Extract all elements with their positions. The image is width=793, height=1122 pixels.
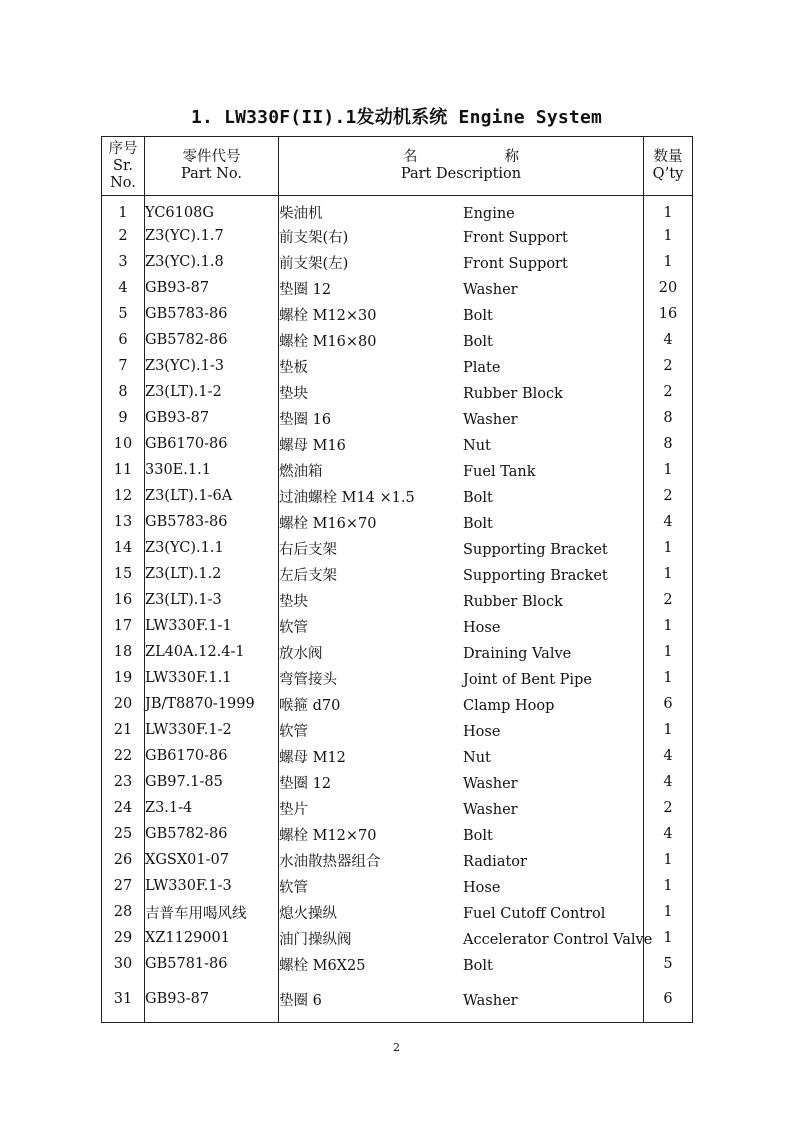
description-cn: 垫圈 12	[279, 775, 332, 792]
cell-sr: 6	[102, 327, 145, 353]
description-en: Bolt	[463, 333, 493, 350]
cell-qty: 1	[644, 899, 693, 925]
description-en: Fuel Cutoff Control	[463, 905, 606, 922]
table-row	[102, 561, 693, 587]
header-part-no: 零件代号 Part No.	[145, 137, 279, 196]
cell-sr: 8	[102, 379, 145, 405]
table-row	[102, 873, 693, 899]
cell-description	[279, 587, 644, 613]
parts-table	[101, 136, 693, 1023]
cell-description	[279, 561, 644, 587]
cell-qty: 1	[644, 457, 693, 483]
cell-qty: 2	[644, 353, 693, 379]
cell-qty: 1	[644, 561, 693, 587]
table-row	[102, 977, 693, 1022]
cell-description	[279, 196, 644, 224]
description-en: Washer	[463, 281, 518, 298]
description-cn: 螺栓 M12×30	[279, 307, 377, 324]
cell-part-no: 330E.1.1	[145, 457, 279, 483]
table-row	[102, 483, 693, 509]
description-cn: 右后支架	[279, 541, 337, 558]
cell-qty: 1	[644, 717, 693, 743]
description-en: Washer	[463, 801, 518, 818]
table-row	[102, 613, 693, 639]
table-row	[102, 925, 693, 951]
page-number: 2	[393, 1041, 400, 1054]
description-cn: 螺栓 M16×80	[279, 333, 377, 350]
table-row	[102, 249, 693, 275]
description-cn: 熄火操纵	[279, 905, 337, 922]
table-header-row	[102, 137, 693, 196]
cell-description	[279, 223, 644, 249]
table-row	[102, 379, 693, 405]
cell-sr: 16	[102, 587, 145, 613]
description-cn: 垫圈 6	[279, 992, 322, 1009]
cell-sr: 24	[102, 795, 145, 821]
cell-qty: 2	[644, 795, 693, 821]
cell-qty: 1	[644, 639, 693, 665]
cell-qty: 1	[644, 535, 693, 561]
cell-part-no: Z3(LT).1.2	[145, 561, 279, 587]
description-cn: 前支架(左)	[279, 255, 349, 272]
table-row	[102, 847, 693, 873]
cell-part-no: LW330F.1-2	[145, 717, 279, 743]
table-row	[102, 639, 693, 665]
cell-sr: 25	[102, 821, 145, 847]
table-row	[102, 275, 693, 301]
table-row	[102, 717, 693, 743]
description-cn: 垫板	[279, 359, 308, 376]
table-row	[102, 405, 693, 431]
description-en: Clamp Hoop	[463, 697, 555, 714]
table-row	[102, 301, 693, 327]
cell-part-no: Z3(YC).1.7	[145, 223, 279, 249]
cell-sr: 11	[102, 457, 145, 483]
description-en: Hose	[463, 619, 501, 636]
cell-qty: 4	[644, 769, 693, 795]
cell-description	[279, 899, 644, 925]
description-en: Bolt	[463, 957, 493, 974]
description-cn: 水油散热器组合	[279, 853, 381, 870]
cell-qty: 20	[644, 275, 693, 301]
cell-part-no: LW330F.1-3	[145, 873, 279, 899]
header-qty: 数量 Q’ty	[644, 137, 693, 196]
cell-part-no: Z3(LT).1-2	[145, 379, 279, 405]
cell-part-no: GB5782-86	[145, 821, 279, 847]
table-row	[102, 951, 693, 977]
description-en: Radiator	[463, 853, 527, 870]
description-cn: 软管	[279, 879, 308, 896]
cell-sr: 4	[102, 275, 145, 301]
description-cn: 喉箍 d70	[279, 697, 341, 714]
table-row	[102, 223, 693, 249]
description-en: Washer	[463, 775, 518, 792]
cell-description	[279, 327, 644, 353]
table-row	[102, 535, 693, 561]
cell-part-no: GB5783-86	[145, 509, 279, 535]
description-en: Engine	[463, 206, 515, 222]
table-row	[102, 353, 693, 379]
description-cn: 软管	[279, 619, 308, 636]
cell-description	[279, 717, 644, 743]
cell-qty: 1	[644, 196, 693, 224]
cell-qty: 2	[644, 483, 693, 509]
cell-sr: 28	[102, 899, 145, 925]
cell-part-no: GB93-87	[145, 977, 279, 1022]
description-cn: 柴油机	[279, 206, 323, 222]
table-row	[102, 327, 693, 353]
cell-description	[279, 821, 644, 847]
cell-qty: 4	[644, 821, 693, 847]
cell-sr: 14	[102, 535, 145, 561]
description-en: Bolt	[463, 515, 493, 532]
cell-sr: 12	[102, 483, 145, 509]
cell-description	[279, 249, 644, 275]
description-cn: 过油螺栓 M14 ×1.5	[279, 489, 415, 506]
cell-sr: 19	[102, 665, 145, 691]
cell-description	[279, 483, 644, 509]
cell-sr: 21	[102, 717, 145, 743]
table-row	[102, 821, 693, 847]
description-en: Supporting Bracket	[463, 567, 608, 584]
cell-sr: 20	[102, 691, 145, 717]
description-en: Washer	[463, 411, 518, 428]
cell-part-no: Z3(YC).1-3	[145, 353, 279, 379]
description-en: Nut	[463, 749, 491, 766]
description-cn: 螺栓 M12×70	[279, 827, 377, 844]
cell-part-no: Z3(YC).1.8	[145, 249, 279, 275]
cell-qty: 8	[644, 405, 693, 431]
cell-part-no: GB6170-86	[145, 743, 279, 769]
cell-part-no: GB97.1-85	[145, 769, 279, 795]
cell-description	[279, 977, 644, 1022]
page-title: 1. LW330F(II).1发动机系统 Engine System	[190, 107, 603, 128]
cell-sr: 18	[102, 639, 145, 665]
description-en: Hose	[463, 723, 501, 740]
cell-qty: 1	[644, 847, 693, 873]
cell-sr: 2	[102, 223, 145, 249]
cell-description	[279, 925, 653, 951]
description-cn: 垫块	[279, 593, 308, 610]
description-cn: 软管	[279, 723, 308, 740]
description-cn: 垫圈 12	[279, 281, 332, 298]
cell-part-no: XGSX01-07	[145, 847, 279, 873]
cell-description	[279, 275, 644, 301]
cell-description	[279, 951, 644, 977]
cell-part-no: YC6108G	[145, 196, 279, 224]
cell-qty: 4	[644, 327, 693, 353]
table-row	[102, 795, 693, 821]
cell-description	[279, 379, 644, 405]
description-cn: 垫块	[279, 385, 308, 402]
cell-sr: 26	[102, 847, 145, 873]
cell-sr: 31	[102, 977, 145, 1022]
description-en: Plate	[463, 359, 501, 376]
cell-part-no: 吉普车用喝风线	[145, 899, 279, 925]
cell-qty: 4	[644, 509, 693, 535]
cell-qty: 6	[644, 691, 693, 717]
cell-part-no: GB5783-86	[145, 301, 279, 327]
cell-description	[279, 639, 644, 665]
cell-description	[279, 795, 644, 821]
cell-qty: 6	[644, 977, 693, 1022]
cell-qty: 4	[644, 743, 693, 769]
description-en: Front Support	[463, 229, 568, 246]
cell-qty: 16	[644, 301, 693, 327]
cell-sr: 1	[102, 196, 145, 224]
table-row	[102, 691, 693, 717]
description-en: Hose	[463, 879, 501, 896]
cell-description	[279, 743, 644, 769]
cell-part-no: Z3(YC).1.1	[145, 535, 279, 561]
cell-sr: 3	[102, 249, 145, 275]
cell-qty: 1	[644, 873, 693, 899]
cell-qty: 1	[644, 613, 693, 639]
cell-sr: 15	[102, 561, 145, 587]
cell-description	[279, 665, 644, 691]
cell-description	[279, 405, 644, 431]
description-cn: 燃油箱	[279, 463, 323, 480]
description-cn: 螺母 M12	[279, 749, 346, 766]
cell-sr: 30	[102, 951, 145, 977]
cell-part-no: LW330F.1.1	[145, 665, 279, 691]
description-en: Supporting Bracket	[463, 541, 608, 558]
cell-part-no: GB5781-86	[145, 951, 279, 977]
cell-part-no: LW330F.1-1	[145, 613, 279, 639]
table-row	[102, 196, 693, 224]
cell-sr: 17	[102, 613, 145, 639]
cell-description	[279, 691, 644, 717]
cell-qty: 1	[644, 665, 693, 691]
table-row	[102, 509, 693, 535]
cell-part-no: Z3.1-4	[145, 795, 279, 821]
description-cn: 垫圈 16	[279, 411, 332, 428]
cell-sr: 7	[102, 353, 145, 379]
description-en: Joint of Bent Pipe	[463, 671, 592, 688]
cell-sr: 5	[102, 301, 145, 327]
table-row	[102, 457, 693, 483]
cell-description	[279, 613, 644, 639]
cell-description	[279, 301, 644, 327]
cell-part-no: GB93-87	[145, 405, 279, 431]
cell-part-no: ZL40A.12.4-1	[145, 639, 279, 665]
cell-sr: 9	[102, 405, 145, 431]
cell-description	[279, 873, 644, 899]
cell-part-no: GB93-87	[145, 275, 279, 301]
cell-qty: 1	[644, 249, 693, 275]
description-en: Bolt	[463, 307, 493, 324]
description-en: Bolt	[463, 489, 493, 506]
cell-part-no: Z3(LT).1-3	[145, 587, 279, 613]
cell-sr: 22	[102, 743, 145, 769]
cell-qty: 8	[644, 431, 693, 457]
cell-description	[279, 457, 644, 483]
cell-description	[279, 769, 644, 795]
cell-qty: 1	[644, 925, 693, 951]
description-en: Accelerator Control Valve	[463, 931, 653, 948]
cell-description	[279, 509, 644, 535]
cell-description	[279, 353, 644, 379]
cell-sr: 10	[102, 431, 145, 457]
description-cn: 左后支架	[279, 567, 337, 584]
cell-part-no: GB6170-86	[145, 431, 279, 457]
description-cn: 放水阀	[279, 645, 323, 662]
cell-description	[279, 431, 644, 457]
cell-qty: 2	[644, 379, 693, 405]
description-cn: 螺栓 M16×70	[279, 515, 377, 532]
cell-part-no: Z3(LT).1-6A	[145, 483, 279, 509]
description-cn: 前支架(右)	[279, 229, 349, 246]
cell-sr: 23	[102, 769, 145, 795]
description-cn: 弯管接头	[279, 671, 337, 688]
cell-description	[279, 535, 644, 561]
cell-part-no: GB5782-86	[145, 327, 279, 353]
cell-qty: 5	[644, 951, 693, 977]
cell-part-no: XZ1129001	[145, 925, 279, 951]
description-en: Front Support	[463, 255, 568, 272]
cell-qty: 1	[644, 223, 693, 249]
description-cn: 螺栓 M6X25	[279, 957, 366, 974]
description-en: Rubber Block	[463, 593, 563, 610]
cell-sr: 13	[102, 509, 145, 535]
table-row	[102, 899, 693, 925]
description-cn: 螺母 M16	[279, 437, 346, 454]
description-en: Washer	[463, 992, 518, 1009]
table-row	[102, 743, 693, 769]
table-row	[102, 587, 693, 613]
description-en: Rubber Block	[463, 385, 563, 402]
table-row	[102, 769, 693, 795]
description-en: Fuel Tank	[463, 463, 536, 480]
description-en: Bolt	[463, 827, 493, 844]
table-row	[102, 431, 693, 457]
cell-sr: 27	[102, 873, 145, 899]
header-part-description: 名 称 Part Description	[279, 137, 644, 196]
header-sr: 序号 Sr. No.	[102, 137, 145, 196]
cell-part-no: JB/T8870-1999	[145, 691, 279, 717]
description-en: Draining Valve	[463, 645, 572, 662]
description-cn: 垫片	[279, 801, 308, 818]
cell-sr: 29	[102, 925, 145, 951]
description-en: Nut	[463, 437, 491, 454]
cell-qty: 2	[644, 587, 693, 613]
cell-description	[279, 847, 644, 873]
description-cn: 油门操纵阀	[279, 931, 352, 948]
table-row	[102, 665, 693, 691]
